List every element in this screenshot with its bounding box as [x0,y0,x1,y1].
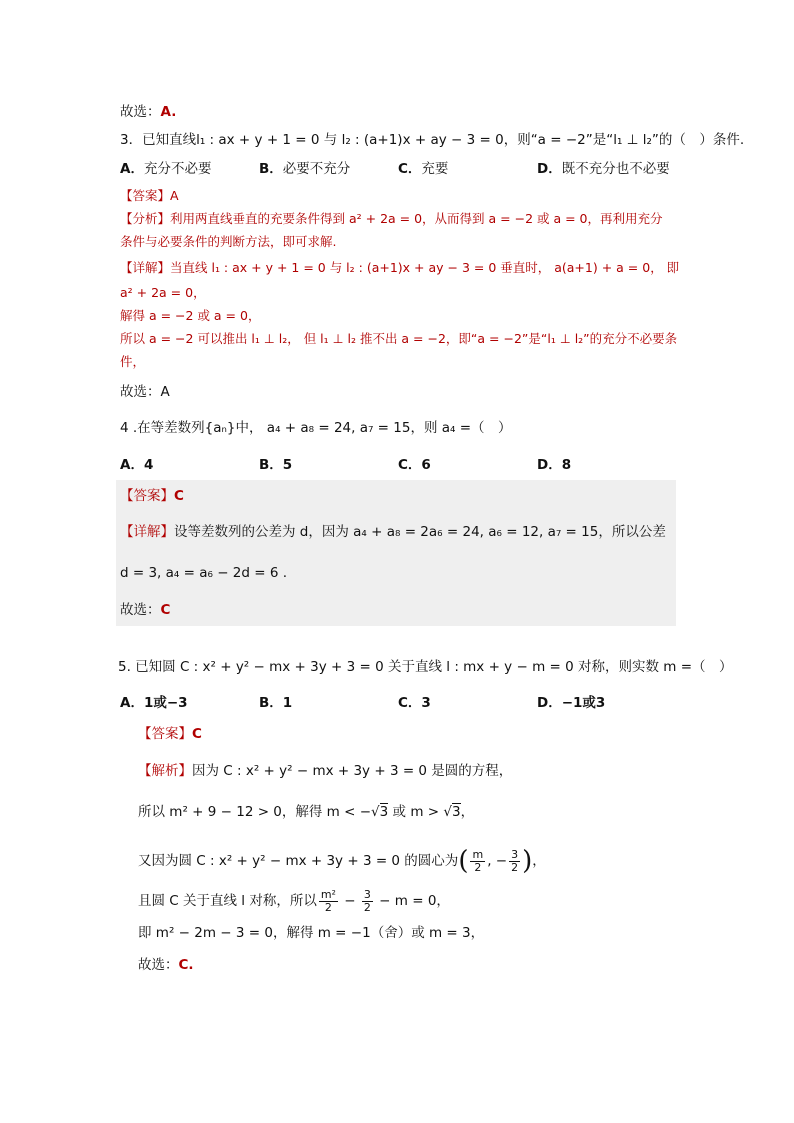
q3-detail-2: a² + 2a = 0， [120,285,206,300]
conclusion-label: 故选： [120,104,161,120]
fraction [470,849,485,874]
option-text: 充分不必要 [143,161,212,177]
answer-label: 【答案】 [120,488,174,504]
q4-option-a [120,456,153,474]
conclusion-value: C. [178,957,194,973]
q5-option-c [398,694,431,712]
option-text: 5 [282,457,293,473]
q3-option-d [537,160,670,178]
q4-option-d [537,456,571,474]
sqrt-sign: √ [371,804,380,820]
q4-stem: 4 .在等差数列{aₙ}中， a₄ + a₈ = 24, a₇ = 15，则 a₄ =（ ） [120,420,512,436]
option-text: 8 [561,457,572,473]
q4-option-c [398,456,431,474]
conclusion-value: C [160,602,171,618]
q3-detail-1: 【详解】当直线 l₁ : ax + y + 1 = 0 与 l₂ : (a+1)x + ay − 3 = 0 垂直时， a(a+1) + a = 0， 即 [120,260,680,275]
denominator: 2 [511,860,519,874]
conclusion-label: 故选： [138,957,179,973]
q3-answer: 【答案】A [120,188,179,203]
q5-stem: 5. 已知圆 C : x² + y² − mx + 3y + 3 = 0 关于直线 l : mx + y − m = 0 对称，则实数 m =（ ） [118,659,733,675]
option-text: 充要 [421,161,449,177]
solution-text: ， [460,804,475,820]
option-key: C． [398,457,422,473]
option-text: 3 [421,695,431,711]
q3-analysis: 【分析】利用两直线垂直的充要条件得到 a² + 2a = 0，从而得到 a = −2 或 a = 0，再利用充分 [120,211,663,226]
denominator: 2 [324,900,332,914]
option-key: C． [398,695,422,711]
answer-value: C [192,726,202,742]
q3-conclusion: 故选：A [120,384,170,400]
q4-detail-2: d = 3, a₄ = a₆ − 2d = 6 . [120,565,288,581]
option-text: 既不充分也不必要 [561,161,670,177]
option-text: 4 [143,457,154,473]
denominator: 2 [363,900,371,914]
q5-solution-5: 即 m² − 2m − 3 = 0，解得 m = −1（舍）或 m = 3， [138,925,485,941]
solution-text: − m = 0， [374,893,450,909]
conclusion-value: A. [160,104,177,120]
numerator: 3 [363,887,371,901]
solution-text: 且圆 C 关于直线 l 对称，所以 [138,893,317,909]
fraction [362,889,373,914]
sqrt-radicand: 3 [379,804,389,820]
option-text: −1或3 [561,695,606,711]
solution-text: 因为 C : x² + y² − mx + 3y + 3 = 0 是圆的方程， [192,763,513,779]
q5-option-a [120,694,188,712]
q5-conclusion [138,956,194,974]
answer-label: 【答案】 [138,726,192,742]
q5-option-b [259,694,292,712]
q4-solution-box [116,480,676,626]
option-key: A． [120,161,144,177]
solution-text: 或 m > [388,804,444,820]
q3-option-b [259,160,350,178]
left-paren: ( [458,846,469,876]
solution-text: ， [532,853,546,869]
q4-detail-1 [120,523,666,541]
q5-solution-3 [138,846,546,876]
option-text: 1或−3 [143,695,188,711]
q3-stem: 3．已知直线l₁ : ax + y + 1 = 0 与 l₂ : (a+1)x + ay − 3 = 0，则“a = −2”是“l₁ ⊥ l₂”的（ ）条件. [120,132,745,148]
q5-solution-1 [138,762,512,780]
conclusion-label: 故选： [120,602,161,618]
q3-option-c [398,160,448,178]
q3-detail-5: 件， [120,354,146,369]
sqrt-sign: √ [443,804,452,820]
option-key: D． [537,161,562,177]
option-key: C． [398,161,422,177]
q5-option-d [537,694,605,712]
option-key: B． [259,695,283,711]
q5-solution-2 [138,803,474,821]
q4-answer [120,487,184,505]
option-key: A． [120,695,144,711]
q3-detail-4: 所以 a = −2 可以推出 l₁ ⊥ l₂， 但 l₁ ⊥ l₂ 推不出 a = −2，即“a = −2”是“l₁ ⊥ l₂”的充分不必要条 [120,331,678,346]
solution-text: − [339,893,360,909]
answer-value: C [174,488,184,504]
numerator: 3 [511,847,519,861]
top-conclusion [120,103,176,121]
option-key: D． [537,695,562,711]
fraction [319,889,338,914]
numerator: m [472,847,484,861]
option-key: B． [259,161,283,177]
option-key: A． [120,457,144,473]
q4-conclusion [120,601,170,619]
option-key: D． [537,457,562,473]
q5-solution-4 [138,886,450,916]
solution-text: , − [487,853,508,869]
option-text: 1 [282,695,293,711]
solution-text: 又因为圆 C : x² + y² − mx + 3y + 3 = 0 的圆心为 [138,853,459,869]
jiexi-label: 【解析】 [138,763,192,779]
q3-analysis-cont: 条件与必要条件的判断方法，即可求解. [120,234,337,249]
option-text: 6 [421,457,431,473]
solution-text: 所以 m² + 9 − 12 > 0，解得 m < − [138,804,372,820]
detail-label: 【详解】 [120,524,174,540]
sqrt-radicand: 3 [452,804,461,820]
q3-option-a [120,160,211,178]
fraction [509,849,520,874]
q3-detail-3: 解得 a = −2 或 a = 0， [120,308,261,323]
numerator: m² [320,887,336,901]
q4-option-b [259,456,292,474]
option-text: 必要不充分 [282,161,351,177]
denominator: 2 [474,860,482,874]
detail-text: 设等差数列的公差为 d，因为 a₄ + a₈ = 2a₆ = 24, a₆ = 12, a₇ = 15，所以公差 [174,524,666,540]
right-paren: ) [522,846,533,876]
q5-answer [138,725,202,743]
option-key: B． [259,457,283,473]
